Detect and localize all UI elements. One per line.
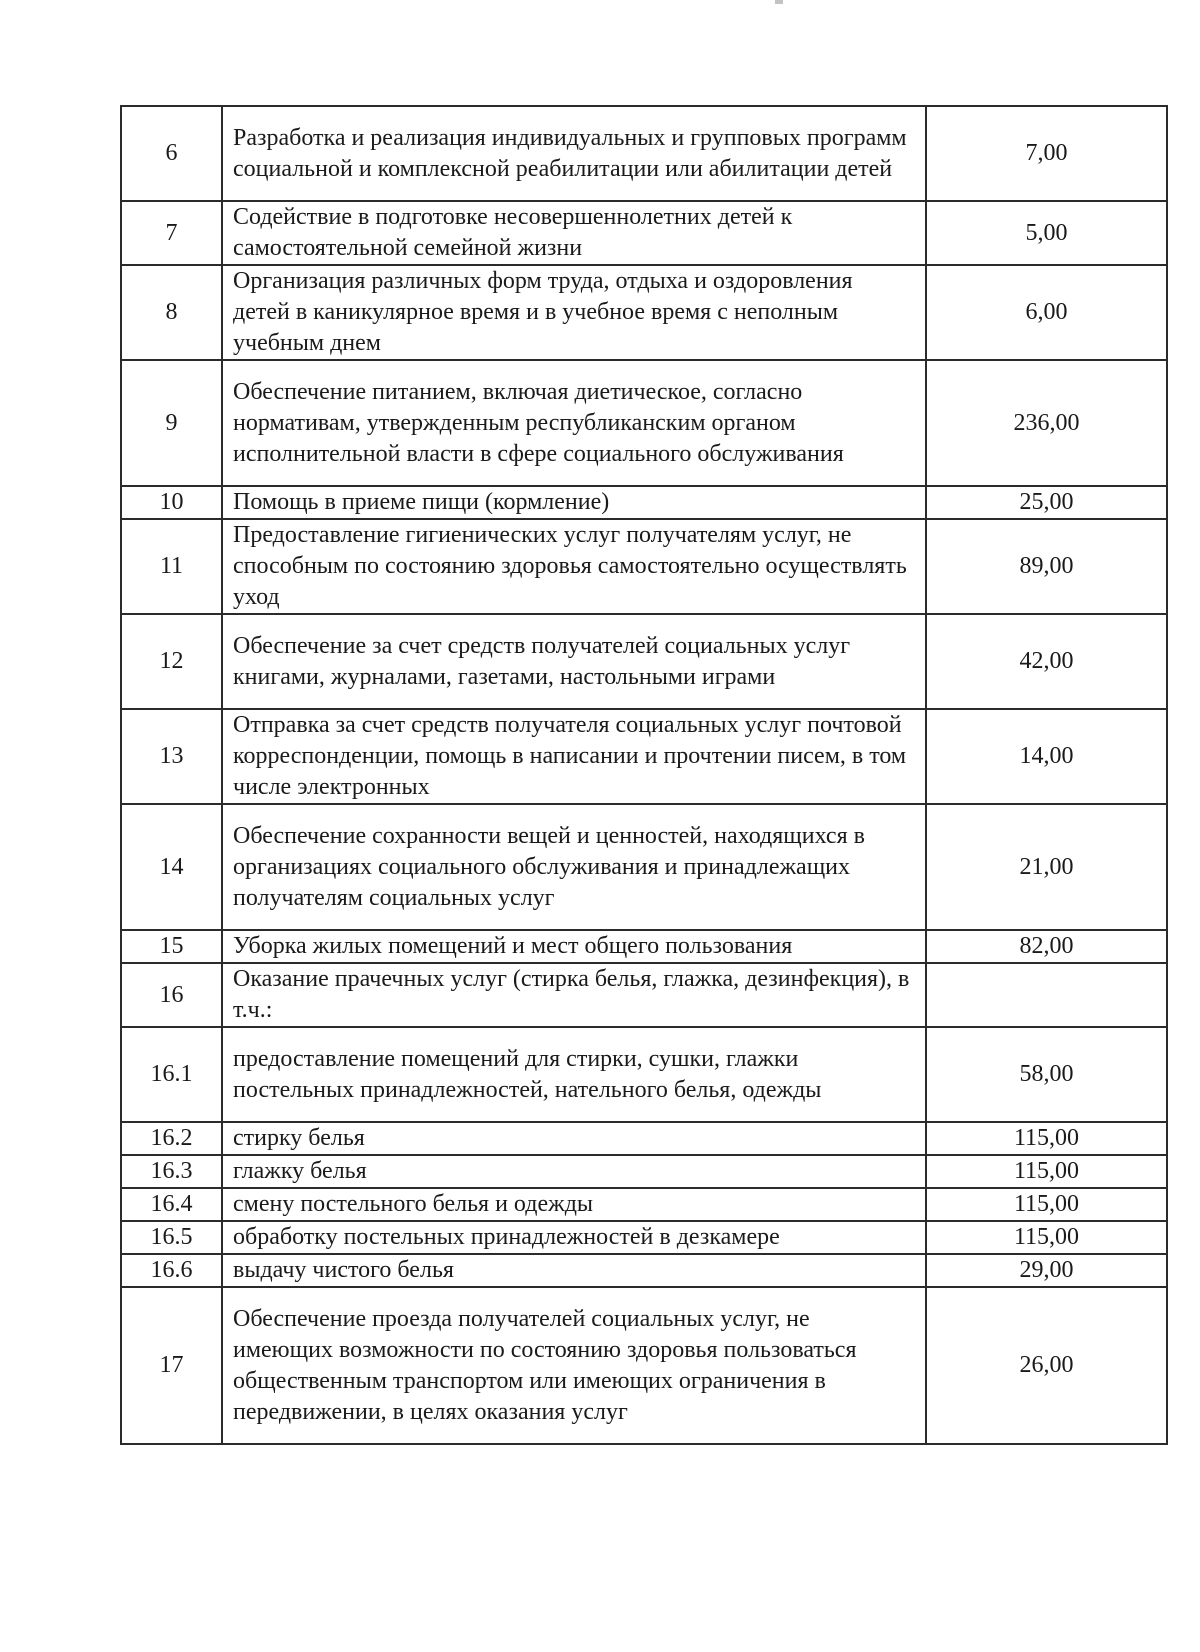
service-description: Отправка за счет средств получателя социальных услуг почтовой корреспонденции, помощь в написании и прочтении писем, в том числе электронных: [222, 709, 926, 804]
table-row: [121, 106, 1167, 201]
row-number: 16.4: [121, 1188, 222, 1221]
service-description: Разработка и реализация индивидуальных и групповых программ социальной и комплексной реабилитации или абилитации детей: [222, 106, 926, 201]
service-description: Обеспечение проезда получателей социальных услуг, не имеющих возможности по состоянию здоровья пользоваться общественным транспортом или имеющих ограничения в передвижении, в целях оказания услуг: [222, 1287, 926, 1444]
service-description: Обеспечение за счет средств получателей социальных услуг книгами, журналами, газетами, настольными играми: [222, 614, 926, 709]
row-number: 16: [121, 963, 222, 1027]
row-number: 13: [121, 709, 222, 804]
service-description: стирку белья: [222, 1122, 926, 1155]
table-row: [121, 1155, 1167, 1188]
table-row: [121, 709, 1167, 804]
table-row: [121, 1188, 1167, 1221]
services-tariff-table: [120, 105, 1168, 1445]
row-number: 16.2: [121, 1122, 222, 1155]
service-description: выдачу чистого белья: [222, 1254, 926, 1287]
service-price: 58,00: [926, 1027, 1167, 1122]
row-number: 17: [121, 1287, 222, 1444]
table-row: [121, 804, 1167, 930]
service-price: 7,00: [926, 106, 1167, 201]
table-row: [121, 360, 1167, 486]
table-row: [121, 265, 1167, 360]
service-price: 14,00: [926, 709, 1167, 804]
service-description: Предоставление гигиенических услуг получателям услуг, не способным по состоянию здоровья самостоятельно осуществлять уход: [222, 519, 926, 614]
row-number: 11: [121, 519, 222, 614]
row-number: 10: [121, 486, 222, 519]
service-price: 236,00: [926, 360, 1167, 486]
service-price: 6,00: [926, 265, 1167, 360]
table-row: [121, 930, 1167, 963]
service-description: обработку постельных принадлежностей в дезкамере: [222, 1221, 926, 1254]
service-description: Содействие в подготовке несовершеннолетних детей к самостоятельной семейной жизни: [222, 201, 926, 265]
row-number: 14: [121, 804, 222, 930]
service-description: Оказание прачечных услуг (стирка белья, глажка, дезинфекция), в т.ч.:: [222, 963, 926, 1027]
service-description: смену постельного белья и одежды: [222, 1188, 926, 1221]
table-row: [121, 963, 1167, 1027]
row-number: 12: [121, 614, 222, 709]
service-price: 21,00: [926, 804, 1167, 930]
service-description: глажку белья: [222, 1155, 926, 1188]
table-row: [121, 614, 1167, 709]
table-row: [121, 486, 1167, 519]
row-number: 8: [121, 265, 222, 360]
row-number: 15: [121, 930, 222, 963]
service-price: 89,00: [926, 519, 1167, 614]
service-description: Помощь в приеме пищи (кормление): [222, 486, 926, 519]
row-number: 16.1: [121, 1027, 222, 1122]
service-description: Обеспечение питанием, включая диетическое, согласно нормативам, утвержденным республиканским органом исполнительной власти в сфере социального обслуживания: [222, 360, 926, 486]
table-row: [121, 1027, 1167, 1122]
service-price: 26,00: [926, 1287, 1167, 1444]
table-row: [121, 1221, 1167, 1254]
table-row: [121, 1254, 1167, 1287]
service-price: 29,00: [926, 1254, 1167, 1287]
service-price: 115,00: [926, 1188, 1167, 1221]
row-number: 7: [121, 201, 222, 265]
service-price: 25,00: [926, 486, 1167, 519]
service-description: Обеспечение сохранности вещей и ценностей, находящихся в организациях социального обслуживания и принадлежащих получателям социальных услуг: [222, 804, 926, 930]
service-price: 115,00: [926, 1155, 1167, 1188]
row-number: 16.5: [121, 1221, 222, 1254]
table-row: [121, 519, 1167, 614]
table-row: [121, 1287, 1167, 1444]
table-row: [121, 1122, 1167, 1155]
service-price: [926, 963, 1167, 1027]
service-price: 5,00: [926, 201, 1167, 265]
service-description: Организация различных форм труда, отдыха и оздоровления детей в каникулярное время и в учебное время с неполным учебным днем: [222, 265, 926, 360]
row-number: 16.6: [121, 1254, 222, 1287]
row-number: 9: [121, 360, 222, 486]
table-row: [121, 201, 1167, 265]
service-description: предоставление помещений для стирки, сушки, глажки постельных принадлежностей, нательного белья, одежды: [222, 1027, 926, 1122]
service-price: 115,00: [926, 1221, 1167, 1254]
row-number: 6: [121, 106, 222, 201]
service-price: 82,00: [926, 930, 1167, 963]
service-price: 115,00: [926, 1122, 1167, 1155]
row-number: 16.3: [121, 1155, 222, 1188]
scan-artifact: [775, 0, 783, 4]
service-description: Уборка жилых помещений и мест общего пользования: [222, 930, 926, 963]
service-price: 42,00: [926, 614, 1167, 709]
